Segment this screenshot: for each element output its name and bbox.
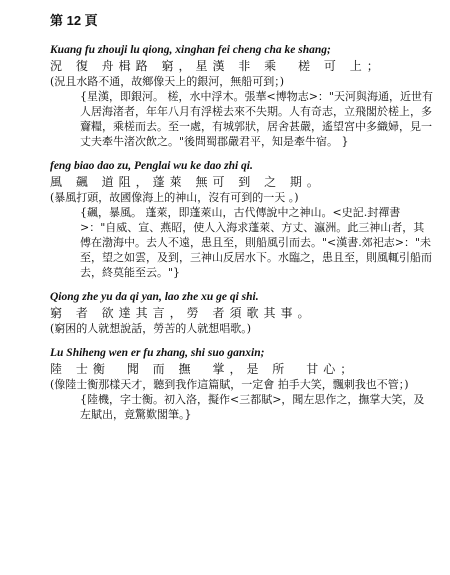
section-4 — [50, 346, 434, 422]
verse-line: 陸 士衡 聞 而 撫 掌，是 所 甘心； — [50, 362, 358, 376]
translation-line: (暴風打頭，故國像海上的神山，沒有可到的一天 。) — [50, 191, 299, 204]
pinyin-line: Kuang fu zhouji lu qiong, xinghan fei cheng cha ke shang; — [50, 44, 331, 56]
pinyin-line: Qiong zhe yu da qi yan, lao zhe xu ge qi shi. — [50, 291, 259, 303]
verse-line: 風 飆 道阻，蓬萊 無可 到 之 期。 — [50, 175, 324, 189]
page-number: 第 12 頁 — [50, 13, 98, 28]
pinyin-line: feng biao dao zu, Penglai wu ke dao zhi qi. — [50, 160, 253, 172]
pinyin-line: Lu Shiheng wen er fu zhang, shi suo ganxin; — [50, 347, 265, 359]
annotation-note: {飆，暴風。 蓬萊，即蓬萊山，古代傳說中之神山。<史記.封禪書>："自威、宣、燕昭，使人入海求蓬萊、方丈、瀛洲。此三神山者，其傅在渤海中。去人不遠，患且至，則船風引而去。"<漢書.郊祀志>："未至，望之如雲，及到，三神山反居水下。水臨之，患且至，則風輒引船而去，終莫能至云。"} — [80, 206, 432, 279]
translation-line: (窮困的人就想說話，勞苦的人就想唱歌。) — [50, 322, 252, 335]
translation-line: (況且水路不通，故鄉像天上的銀河，無船可到；) — [50, 75, 285, 88]
section-2 — [50, 159, 434, 280]
section-1 — [50, 43, 434, 149]
annotation-note: {星漢，即銀河。 槎，水中浮木。張華<博物志>："天河與海通，近世有人居海渚者，年年八月有浮槎去來不失期。人有奇志，立飛閣於槎上，多齎糧，乘槎而去。至一處，有城郭狀，居舍甚嚴，遙望宮中多織婦，見一丈夫牽牛渚次飲之。"後問蜀郡嚴君平，知是牽牛宿。 } — [80, 90, 433, 148]
section-3 — [50, 290, 434, 336]
verse-line: 況 復 舟楫路 窮，星漢 非 乘 槎 可 上； — [50, 59, 384, 73]
annotation-note: {陸機，字士衡。初入洛，擬作<三都賦>，聞左思作之，撫掌大笑，及左賦出，竟驚歎閣筆。} — [80, 393, 425, 421]
verse-line: 窮 者 欲達其言，勞 者須歌其事。 — [50, 306, 315, 320]
translation-line: (像陸士衡那樣天才，聽到我作這篇賦，一定會 拍手大笑，飄刺我也不管；) — [50, 378, 409, 391]
